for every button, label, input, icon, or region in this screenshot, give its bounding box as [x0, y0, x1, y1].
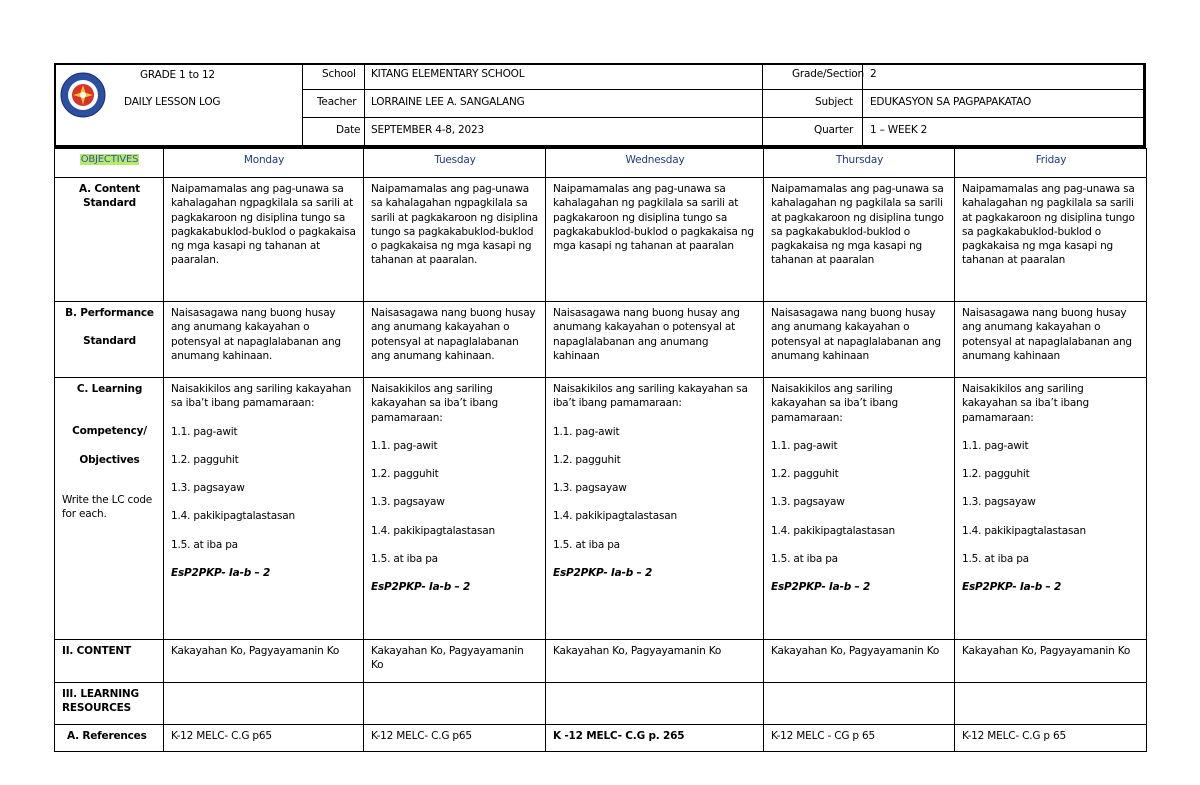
deped-seal-icon — [56, 67, 110, 121]
competency-intro: Naisakikilos ang sariling kakayahan sa iba’t ibang pamamaraan: — [553, 383, 748, 410]
content-standard-cell: Naipamamalas ang pag-unawa sa kahalagahan ng pagkilala sa sarili at pagkakaroon ng disiplina tungo sa pagkakabuklod-buklod o pagkakaisa ng mga kasapi ng tahanan at paaralan — [546, 178, 764, 302]
subject-label: Subject — [815, 96, 853, 108]
competency-item: 1.1. pag-awit — [553, 425, 620, 438]
competency-item: 1.4. pakikipagtalastasan — [171, 510, 295, 523]
performance-standard-cell: Naisasagawa nang buong husay ang anumang kakayahan o potensyal at napaglalabanan ang anumang kahinaan. — [164, 302, 364, 378]
learning-competency-label-line3: Objectives — [79, 453, 140, 466]
performance-standard-cell: Naisasagawa nang buong husay ang anumang kakayahan o potensyal at napaglalabanan ang anumang kahinaan — [764, 302, 955, 378]
school-value: KITANG ELEMENTARY SCHOOL — [371, 68, 525, 80]
lc-code-note: Write the LC code for each. — [62, 493, 153, 521]
competency-item: 1.2. pagguhit — [553, 453, 621, 466]
content-standard-label-line1: A. Content — [79, 183, 140, 195]
content-row — [55, 640, 1147, 683]
competency-item: 1.3. pagsayaw — [371, 496, 445, 509]
competency-item: 1.3. pagsayaw — [962, 496, 1036, 509]
competency-item: 1.2. pagguhit — [962, 468, 1030, 481]
competency-item: 1.3. pagsayaw — [771, 496, 845, 509]
learning-resources-row — [55, 683, 1147, 725]
competency-item: 1.5. at iba pa — [553, 538, 620, 551]
references-cell: K-12 MELC - CG p 65 — [764, 725, 955, 752]
learning-competency-cell — [764, 378, 955, 640]
date-value: SEPTEMBER 4-8, 2023 — [371, 124, 484, 136]
references-cell: K-12 MELC- C.G p65 — [364, 725, 546, 752]
learning-competency-label-line1: C. Learning — [76, 383, 143, 395]
performance-standard-cell: Naisasagawa nang buong husay ang anumang kakayahan o potensyal at napaglalabanan ang anumang kahinaan. — [364, 302, 546, 378]
competency-intro: Naisakikilos ang sariling kakayahan sa iba’t ibang pamamaraan: — [771, 383, 898, 424]
references-label: A. References — [55, 725, 164, 752]
competency-item: 1.1. pag-awit — [771, 439, 838, 452]
learning-competency-row — [55, 378, 1147, 640]
competency-item: 1.4. pakikipagtalastasan — [962, 524, 1086, 537]
competency-item: 1.5. at iba pa — [371, 553, 438, 566]
teacher-value: LORRAINE LEE A. SANGALANG — [371, 96, 525, 108]
lc-code: EsP2PKP- Ia-b – 2 — [553, 567, 653, 580]
lesson-table — [54, 148, 1147, 752]
competency-intro: Naisakikilos ang sariling kakayahan sa iba’t ibang pamamaraan: — [171, 383, 352, 410]
references-cell: K -12 MELC- C.G p. 265 — [546, 725, 764, 752]
day-header-row — [55, 149, 1147, 178]
competency-item: 1.5. at iba pa — [171, 538, 238, 551]
day-header-friday: Friday — [955, 149, 1147, 178]
teacher-label: Teacher — [317, 96, 357, 108]
competency-item: 1.3. pagsayaw — [171, 482, 245, 495]
content-standard-label — [55, 178, 164, 302]
content-standard-cell: Naipamamalas ang pag-unawa sa kahalagahan ng pagkilala sa sarili at pagkakaroon ng disiplina tungo sa pagkakabuklod-buklod o pagkakaisa ng mga kasapi ng tahanan at paaralan — [764, 178, 955, 302]
lc-code: EsP2PKP- Ia-b – 2 — [771, 581, 871, 594]
day-header-thursday: Thursday — [764, 149, 955, 178]
competency-item: 1.2. pagguhit — [771, 468, 839, 481]
subject-value: EDUKASYON SA PAGPAPAKATAO — [870, 96, 1032, 108]
content-cell: Kakayahan Ko, Pagyayamanin Ko — [364, 640, 546, 683]
learning-competency-label — [55, 378, 164, 640]
day-header-tuesday: Tuesday — [364, 149, 546, 178]
empty-cell — [955, 683, 1147, 725]
lc-code: EsP2PKP- Ia-b – 2 — [171, 567, 271, 580]
competency-item: 1.3. pagsayaw — [553, 482, 627, 495]
lc-code: EsP2PKP- Ia-b – 2 — [962, 581, 1062, 594]
school-label: School — [322, 68, 356, 80]
competency-item: 1.4. pakikipagtalastasan — [771, 524, 895, 537]
grade-section-label: Grade/Section — [792, 68, 864, 80]
competency-item: 1.4. pakikipagtalastasan — [371, 524, 495, 537]
objectives-header-cell — [55, 149, 164, 178]
content-standard-cell: Naipamamalas ang pag-unawa sa kahalagahan ngpagkilala sa sarili at pagkakaroon ng disiplina tungo sa pagkakabuklod-buklod o pagkakaisa ng mga kasapi ng tahanan at paaralan. — [164, 178, 364, 302]
learning-resources-label-line2: RESOURCES — [62, 702, 131, 715]
content-cell: Kakayahan Ko, Pagyayamanin Ko — [164, 640, 364, 683]
grade-level-text: GRADE 1 to 12 — [140, 69, 215, 81]
day-header-wednesday: Wednesday — [546, 149, 764, 178]
learning-competency-cell — [546, 378, 764, 640]
references-cell: K-12 MELC- C.G p65 — [164, 725, 364, 752]
performance-standard-cell: Naisasagawa nang buong husay ang anumang kakayahan o potensyal at napaglalabanan ang anumang kahinaan — [546, 302, 764, 378]
date-label: Date — [336, 124, 361, 136]
competency-item: 1.1. pag-awit — [962, 439, 1029, 452]
learning-competency-cell — [364, 378, 546, 640]
performance-standard-cell: Naisasagawa nang buong husay ang anumang kakayahan o potensyal at napaglalabanan ang anumang kahinaan — [955, 302, 1147, 378]
learning-competency-label-line2: Competency/ — [72, 425, 147, 438]
content-standard-label-line2: Standard — [83, 197, 136, 210]
header-block — [54, 63, 1146, 148]
empty-cell — [764, 683, 955, 725]
learning-resources-label-line1: III. LEARNING — [62, 688, 139, 700]
quarter-value: 1 – WEEK 2 — [870, 124, 928, 136]
grade-section-value: 2 — [870, 68, 877, 80]
empty-cell — [364, 683, 546, 725]
references-row — [55, 725, 1147, 752]
content-label: II. CONTENT — [55, 640, 164, 683]
references-cell: K-12 MELC- C.G p 65 — [955, 725, 1147, 752]
content-standard-cell: Naipamamalas ang pag-unawa sa kahalagahan ngpagkilala sa sarili at pagkakaroon ng disiplina tungo sa pagkakabuklod-buklod o pagkakaisa ng mga kasapi ng tahanan at paaralan. — [364, 178, 546, 302]
content-cell: Kakayahan Ko, Pagyayamanin Ko — [546, 640, 764, 683]
learning-competency-cell — [955, 378, 1147, 640]
day-header-monday: Monday — [164, 149, 364, 178]
learning-competency-cell — [164, 378, 364, 640]
performance-standard-label — [55, 302, 164, 378]
empty-cell — [164, 683, 364, 725]
competency-item: 1.4. pakikipagtalastasan — [553, 510, 677, 523]
lc-code: EsP2PKP- Ia-b – 2 — [371, 581, 471, 594]
learning-resources-label — [55, 683, 164, 725]
competency-item: 1.1. pag-awit — [371, 439, 438, 452]
competency-item: 1.5. at iba pa — [771, 553, 838, 566]
doc-title: DAILY LESSON LOG — [124, 96, 221, 108]
performance-standard-label-line2: Standard — [83, 335, 136, 348]
competency-intro: Naisakikilos ang sariling kakayahan sa iba’t ibang pamamaraan: — [371, 383, 498, 424]
quarter-label: Quarter — [814, 124, 854, 136]
content-cell: Kakayahan Ko, Pagyayamanin Ko — [764, 640, 955, 683]
competency-intro: Naisakikilos ang sariling kakayahan sa iba’t ibang pamamaraan: — [962, 383, 1089, 424]
content-cell: Kakayahan Ko, Pagyayamanin Ko — [955, 640, 1147, 683]
competency-item: 1.5. at iba pa — [962, 553, 1029, 566]
content-standard-cell: Naipamamalas ang pag-unawa sa kahalagahan ng pagkilala sa sarili at pagkakaroon ng disiplina tungo sa pagkakabuklod-buklod o pagkakaisa ng mga kasapi ng tahanan at paaralan — [955, 178, 1147, 302]
performance-standard-label-line1: B. Performance — [65, 307, 154, 319]
empty-cell — [546, 683, 764, 725]
objectives-label: OBJECTIVES — [80, 154, 139, 165]
competency-item: 1.2. pagguhit — [171, 453, 239, 466]
performance-standard-row — [55, 302, 1147, 378]
competency-item: 1.1. pag-awit — [171, 425, 238, 438]
competency-item: 1.2. pagguhit — [371, 468, 439, 481]
content-standard-row — [55, 178, 1147, 302]
